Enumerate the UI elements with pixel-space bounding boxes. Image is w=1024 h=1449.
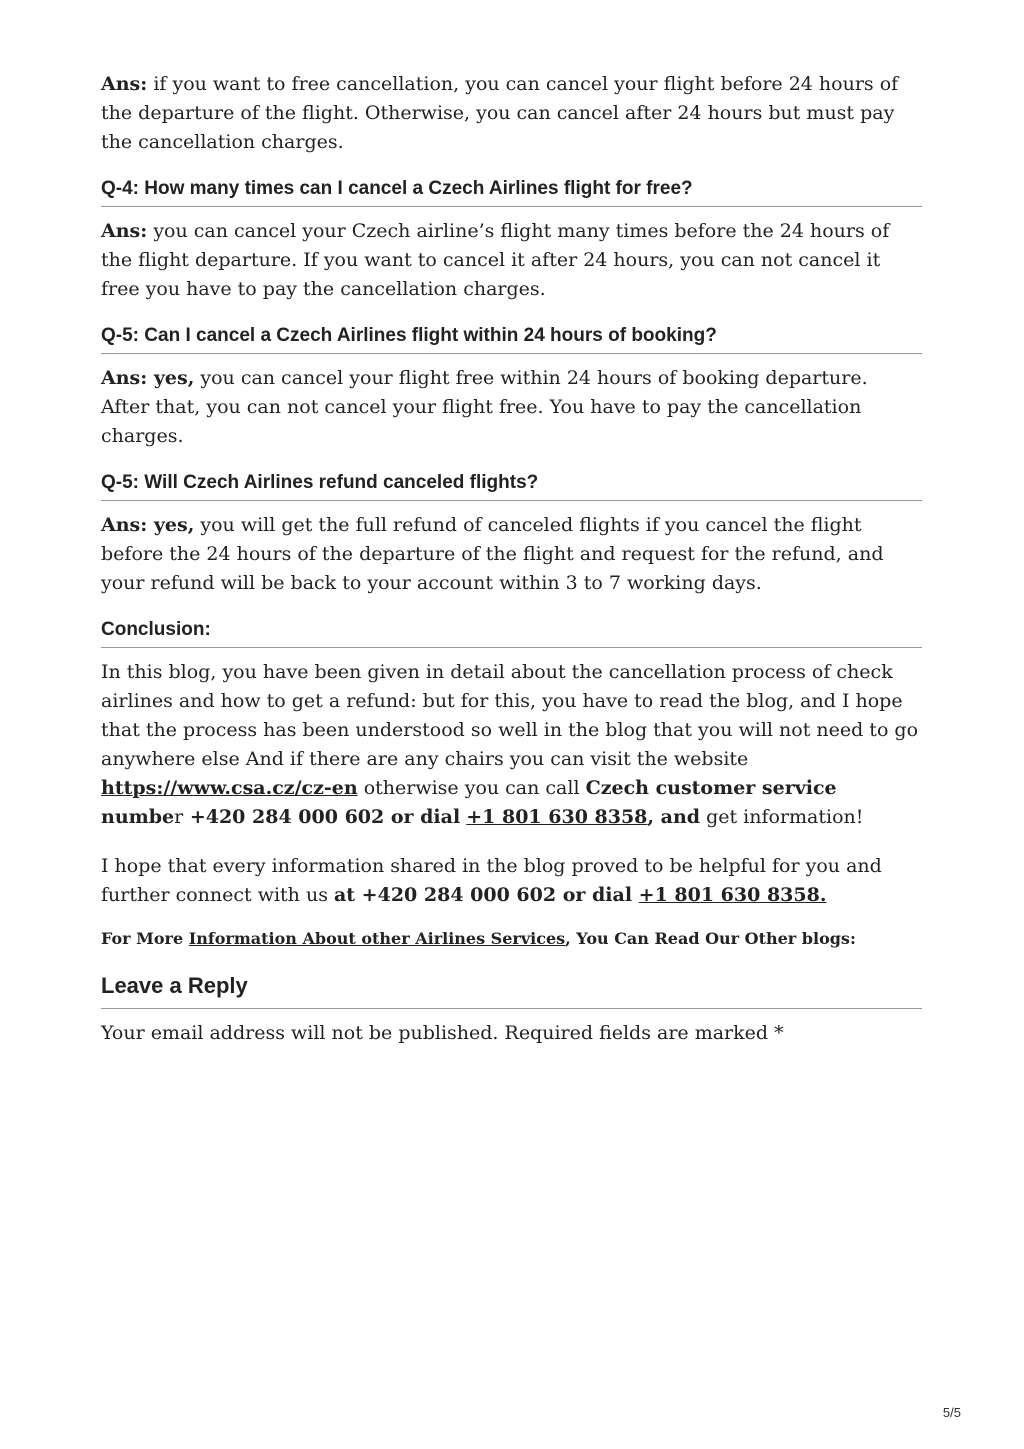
phone-number-text: +420 284 000 602 or dial	[183, 806, 461, 828]
conclusion-text: In this blog, you have been given in detail about the cancellation process of check airlines and how to get a refund: but for this, you have to read the blog, and I hope that the process has been understood so well in the blog that you will not need to go anywhere else And if there are any chairs you can visit the website	[101, 661, 919, 770]
more-blogs-line	[101, 928, 922, 950]
and-text: , and	[647, 806, 701, 828]
faq-question-5a: Q-5: Can I cancel a Czech Airlines flight within 24 hours of booking?	[101, 324, 922, 354]
ans-label: Ans: yes,	[101, 514, 195, 536]
hope-paragraph	[101, 852, 922, 910]
customer-service-label-r: r	[174, 806, 184, 828]
ans-label: Ans:	[101, 220, 148, 242]
answer-text: you can cancel your Czech airline’s flight many times before the 24 hours of the flight departure. If you want to cancel it after 24 hours, you can not cancel it free you have to pay the cancellation charges.	[101, 220, 890, 300]
leave-reply-heading: Leave a Reply	[101, 972, 922, 1009]
faq-answer-5b	[101, 511, 922, 598]
ans-label: Ans: yes,	[101, 367, 195, 389]
conclusion-paragraph	[101, 658, 922, 832]
answer-text: you will get the full refund of canceled flights if you cancel the flight before the 24 hours of the departure of the flight and request for the refund, and your refund will be back to your account within 3 to 7 working days.	[101, 514, 884, 594]
email-note: Your email address will not be published. Required fields are marked *	[101, 1022, 784, 1044]
intro-answer	[101, 70, 922, 157]
ans-label: Ans:	[101, 73, 148, 95]
faq-question-5b: Q-5: Will Czech Airlines refund canceled flights?	[101, 471, 922, 501]
phone-link[interactable]: +1 801 630 8358	[466, 806, 648, 828]
answer-text: you can cancel your flight free within 24 hours of booking departure. After that, you can not cancel your flight free. You have to pay the cancellation charges.	[101, 367, 868, 447]
more-prefix: For More	[101, 929, 189, 948]
conclusion-end: get information!	[700, 806, 864, 828]
page-number: 5/5	[942, 1405, 961, 1420]
answer-text: if you want to free cancellation, you can cancel your flight before 24 hours of the departure of the flight. Otherwise, you can cancel after 24 hours but must pay the cancellation charges.	[101, 73, 899, 153]
article-content	[101, 70, 922, 1048]
faq-answer-5a	[101, 364, 922, 451]
faq-answer-4	[101, 217, 922, 304]
website-link[interactable]: https://www.csa.cz/cz-en	[101, 777, 358, 799]
airlines-services-link[interactable]: Information About other Airlines Services	[188, 929, 566, 948]
more-suffix: , You Can Read Our Other blogs:	[565, 929, 856, 948]
conclusion-heading: Conclusion:	[101, 618, 922, 648]
conclusion-text-mid: otherwise you can call	[357, 777, 586, 799]
hope-phone-link[interactable]: +1 801 630 8358.	[638, 884, 827, 906]
faq-question-4: Q-4: How many times can I cancel a Czech Airlines flight for free?	[101, 177, 922, 207]
hope-phone-text: at +420 284 000 602 or dial	[333, 884, 639, 906]
customer-service-label: Czech customer service numbe	[101, 777, 837, 828]
hope-text: I hope that every information shared in the blog proved to be helpful for you and further connect with us	[101, 855, 882, 906]
